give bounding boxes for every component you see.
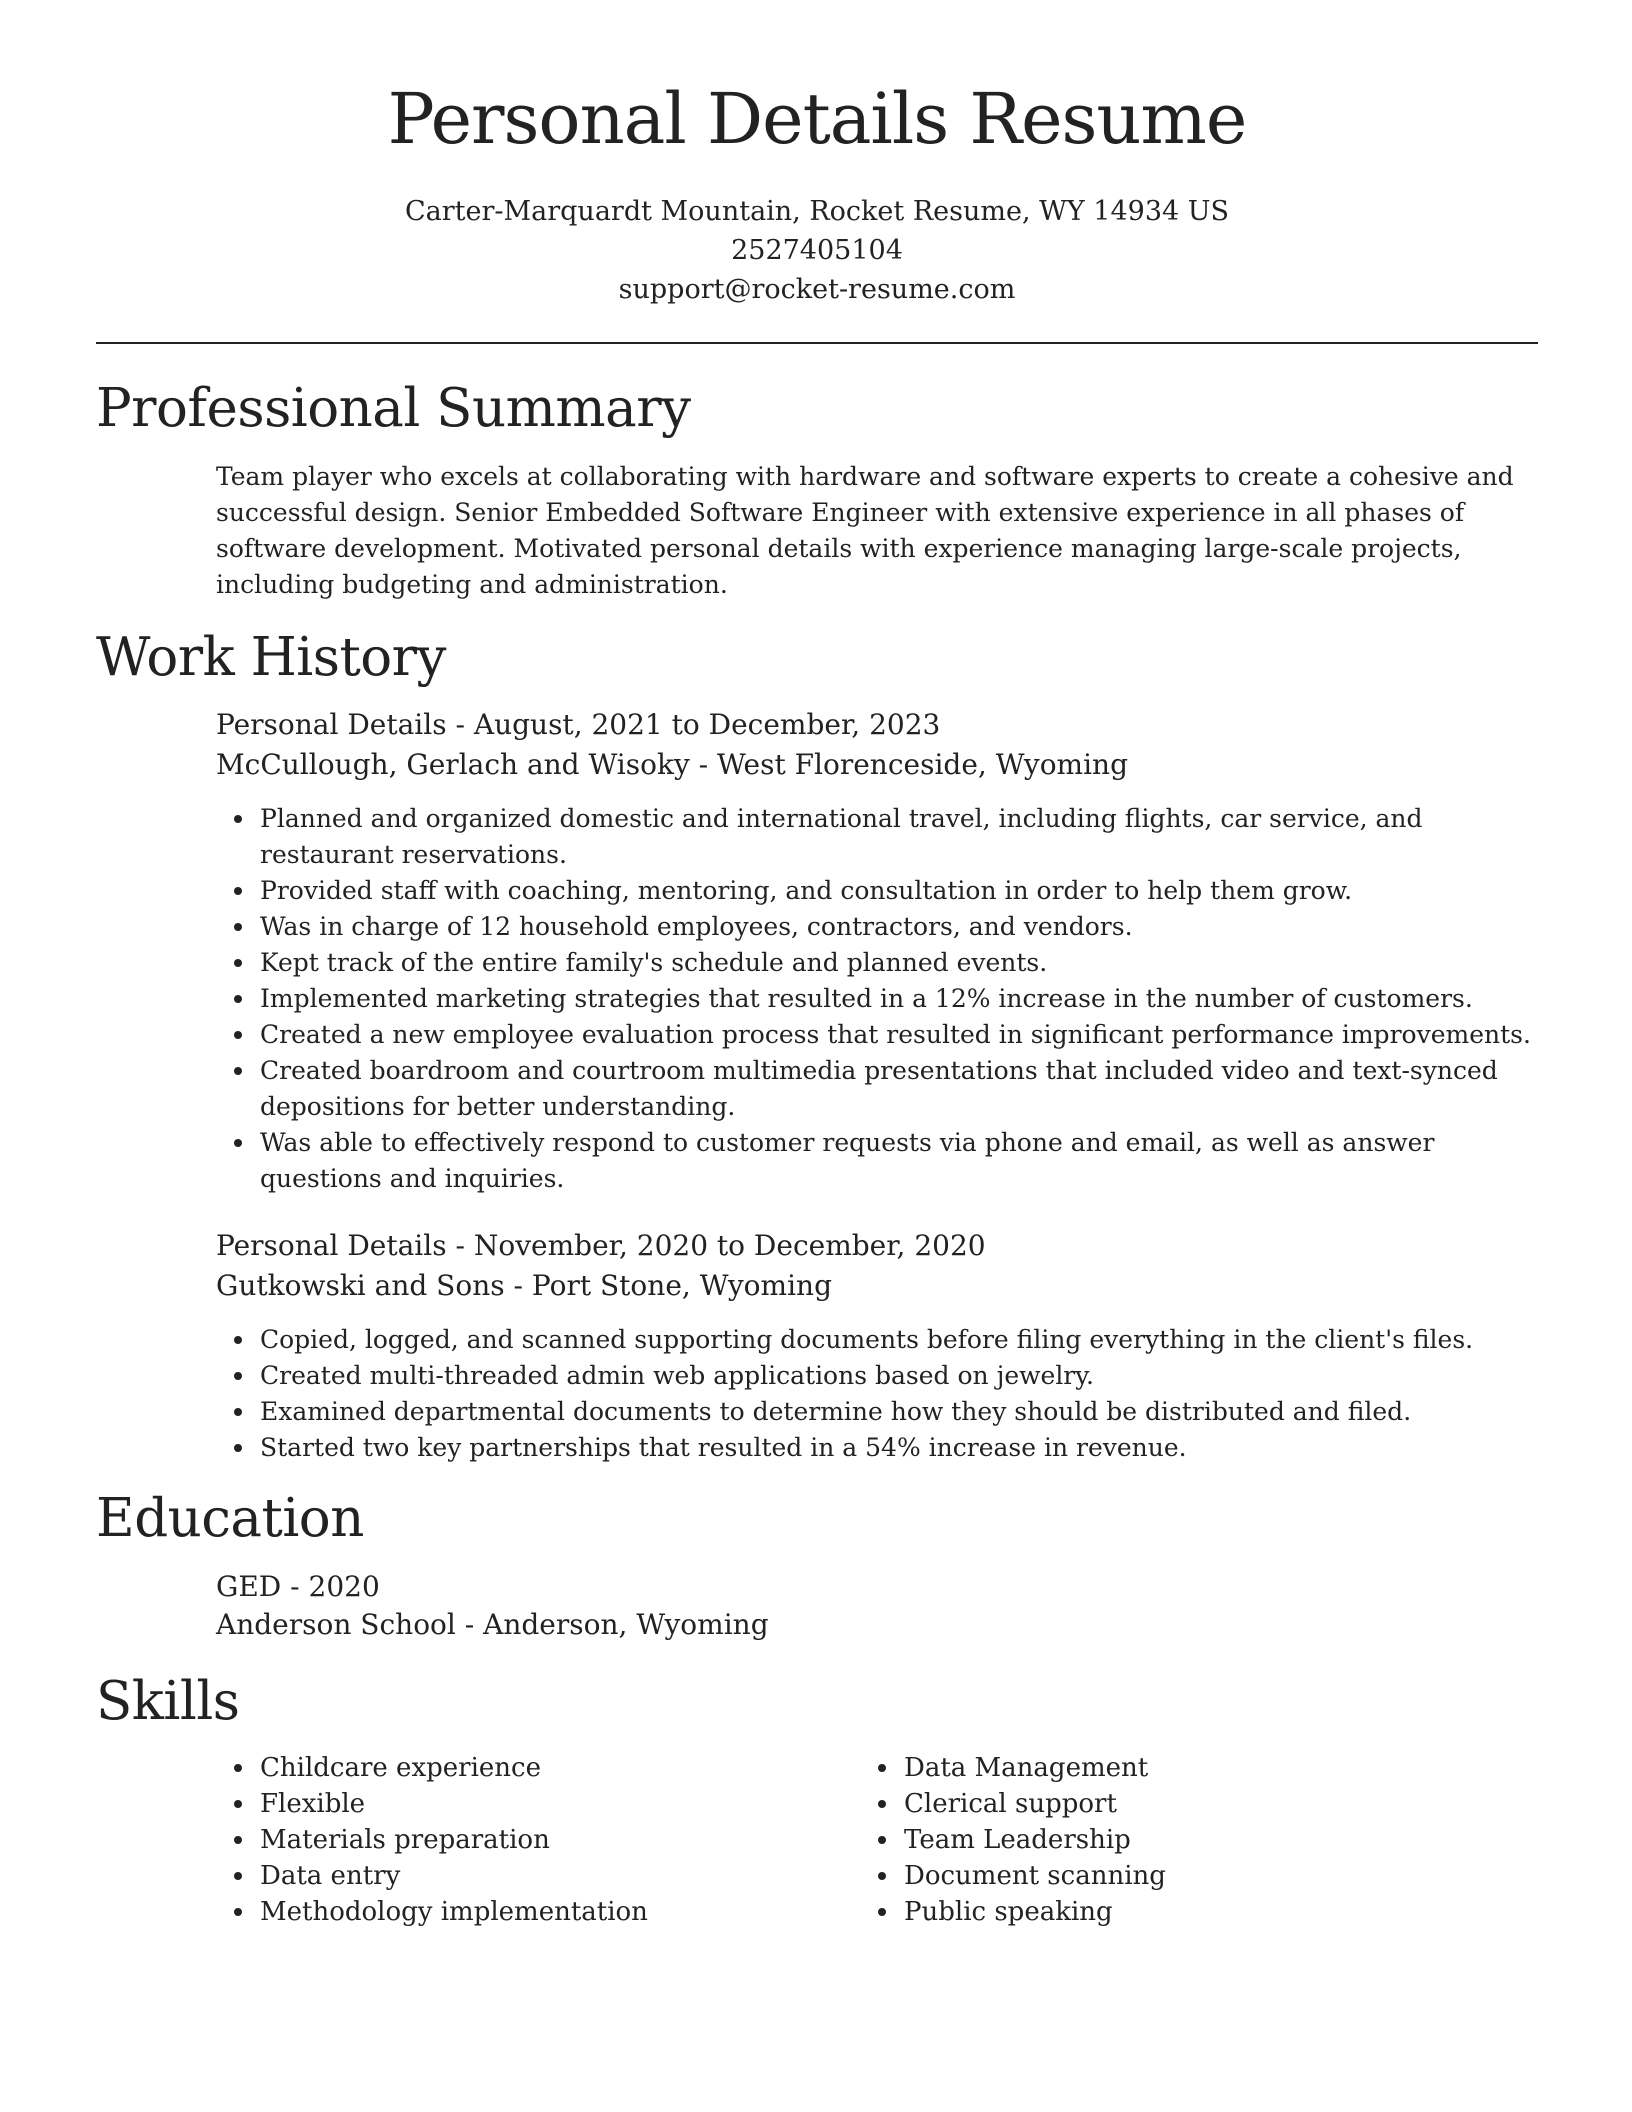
list-item: Data Management bbox=[904, 1750, 1504, 1786]
job-2-dates: - November, 2020 to December, 2020 bbox=[446, 1229, 986, 1262]
education-year: - 2020 bbox=[281, 1570, 380, 1603]
education-school: Anderson School bbox=[216, 1608, 456, 1641]
list-item: Childcare experience bbox=[260, 1750, 860, 1786]
header-divider bbox=[96, 342, 1538, 344]
contact-block bbox=[96, 192, 1538, 309]
job-2-company-line bbox=[216, 1269, 832, 1302]
contact-address: Carter-Marquardt Mountain, Rocket Resume, WY 14934 US bbox=[404, 196, 1230, 227]
list-item: Flexible bbox=[260, 1786, 860, 1822]
job-1-dates: - August, 2021 to December, 2023 bbox=[446, 708, 941, 741]
list-item: Created a new employee evaluation process that resulted in significant performance improvements. bbox=[260, 1017, 1550, 1053]
skills-heading: Skills bbox=[96, 1671, 240, 1732]
job-2-company: Gutkowski and Sons bbox=[216, 1269, 505, 1302]
job-1-bullets bbox=[260, 801, 1550, 1197]
job-2-title-line bbox=[216, 1229, 986, 1262]
job-1-company-line bbox=[216, 748, 1128, 781]
job-1-company: McCullough, Gerlach and Wisoky bbox=[216, 748, 690, 781]
skills-list-right bbox=[904, 1750, 1504, 1930]
education-heading: Education bbox=[96, 1488, 364, 1549]
list-item: Clerical support bbox=[904, 1786, 1504, 1822]
list-item: Examined departmental documents to determine how they should be distributed and filed. bbox=[260, 1394, 1550, 1430]
list-item: Kept track of the entire family's schedule and planned events. bbox=[260, 945, 1550, 981]
list-item: Document scanning bbox=[904, 1858, 1504, 1894]
education-school-line bbox=[216, 1608, 769, 1641]
education-degree: GED bbox=[216, 1570, 282, 1603]
work-history-heading: Work History bbox=[96, 627, 446, 688]
list-item: Provided staff with coaching, mentoring, and consultation in order to help them grow. bbox=[260, 873, 1550, 909]
list-item: Implemented marketing strategies that resulted in a 12% increase in the number of customers. bbox=[260, 981, 1550, 1017]
list-item: Created boardroom and courtroom multimedia presentations that included video and text-synced depositions for better understanding. bbox=[260, 1053, 1550, 1125]
summary-text: Team player who excels at collaborating with hardware and software experts to create a cohesive and successful design. Senior Embedded Software Engineer with extensive experience in all phases of software development. Motivated personal details with experience managing large-scale projects, including budgeting and administration. bbox=[216, 462, 1514, 599]
list-item: Was able to effectively respond to customer requests via phone and email, as well as answer questions and inquiries. bbox=[260, 1125, 1550, 1197]
list-item: Was in charge of 12 household employees, contractors, and vendors. bbox=[260, 909, 1550, 945]
contact-email: support@rocket-resume.com bbox=[618, 274, 1016, 305]
job-1-location: - West Florenceside, Wyoming bbox=[689, 748, 1129, 781]
list-item: Materials preparation bbox=[260, 1822, 860, 1858]
list-item: Created multi-threaded admin web applications based on jewelry. bbox=[260, 1358, 1550, 1394]
job-2-bullets bbox=[260, 1322, 1550, 1466]
list-item: Copied, logged, and scanned supporting documents before filing everything in the client's files. bbox=[260, 1322, 1550, 1358]
job-1-title-line bbox=[216, 708, 940, 741]
contact-phone: 2527405104 bbox=[731, 235, 903, 266]
skills-list-left bbox=[260, 1750, 860, 1930]
summary-heading: Professional Summary bbox=[96, 378, 691, 439]
list-item: Methodology implementation bbox=[260, 1894, 860, 1930]
job-2-location: - Port Stone, Wyoming bbox=[504, 1269, 832, 1302]
list-item: Started two key partnerships that resulted in a 54% increase in revenue. bbox=[260, 1430, 1550, 1466]
resume-name: Personal Details Resume bbox=[387, 78, 1247, 160]
list-item: Team Leadership bbox=[904, 1822, 1504, 1858]
job-2-role: Personal Details bbox=[216, 1229, 447, 1262]
education-location: - Anderson, Wyoming bbox=[455, 1608, 769, 1641]
list-item: Data entry bbox=[260, 1858, 860, 1894]
list-item: Public speaking bbox=[904, 1894, 1504, 1930]
list-item: Planned and organized domestic and international travel, including flights, car service, and restaurant reservations. bbox=[260, 801, 1550, 873]
education-degree-line bbox=[216, 1570, 380, 1603]
job-1-role: Personal Details bbox=[216, 708, 447, 741]
